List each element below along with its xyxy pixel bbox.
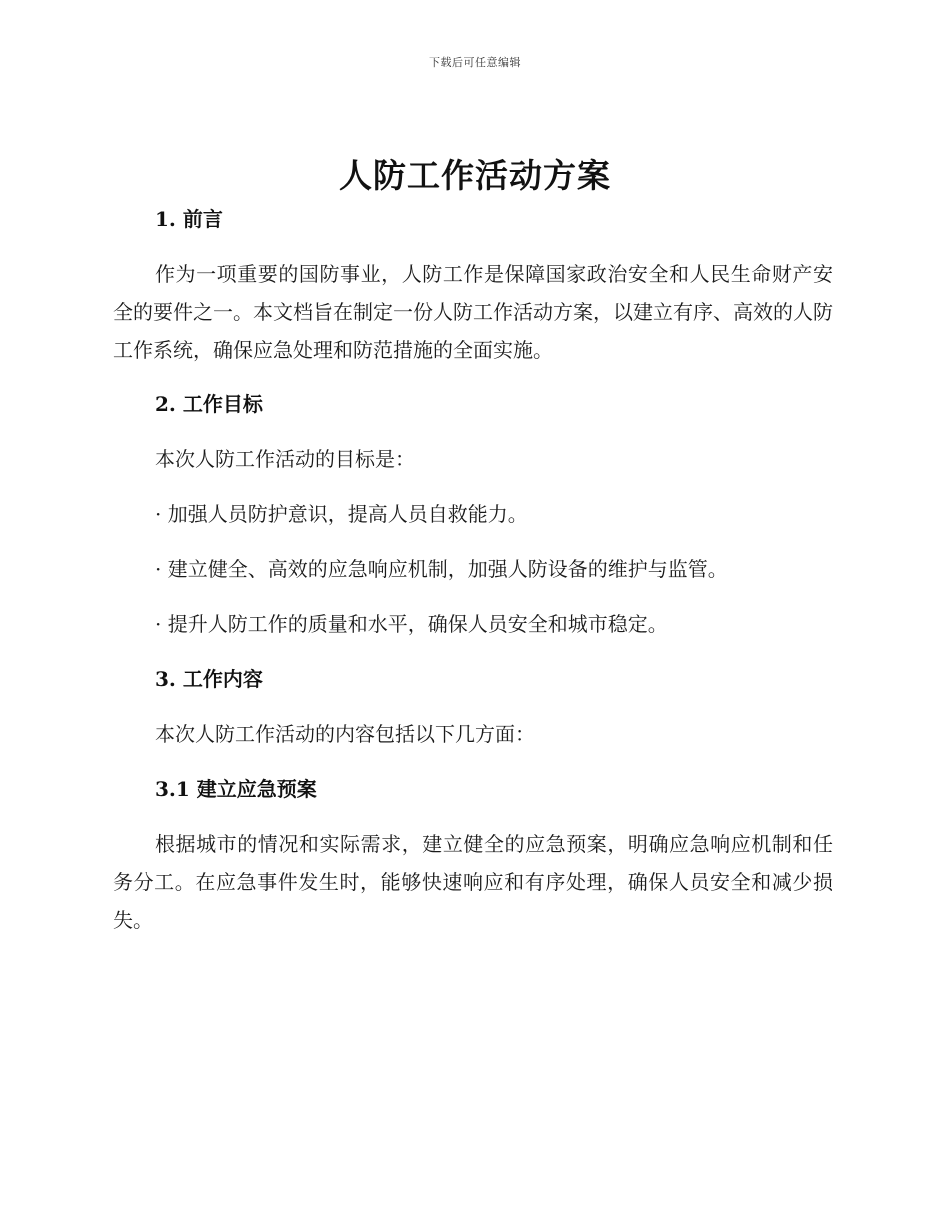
section-2-intro: 本次人防工作活动的目标是： [155, 447, 415, 471]
subsection-heading-3-1: 3.1 建立应急预案 [155, 777, 317, 801]
goal-bullet-2: · 建立健全、高效的应急响应机制，加强人防设备的维护与监管。 [155, 557, 728, 581]
header-note: 下载后可任意编辑 [429, 56, 521, 69]
section-heading-2: 2. 工作目标 [155, 392, 263, 416]
section-1-paragraph: 作为一项重要的国防事业，人防工作是保障国家政治安全和人民生命财产安全的要件之一。本文档旨在制定一份人防工作活动方案，以建立有序、高效的人防工作系统，确保应急处理和防范措施的全面实施。 [113, 262, 833, 362]
section-heading-1: 1. 前言 [155, 207, 223, 231]
subsection-3-1-paragraph: 根据城市的情况和实际需求，建立健全的应急预案，明确应急响应机制和任务分工。在应急事件发生时，能够快速响应和有序处理，确保人员安全和减少损失。 [113, 832, 833, 932]
document-title: 人防工作活动方案 [339, 156, 611, 195]
section-heading-3: 3. 工作内容 [155, 667, 263, 691]
goal-bullet-1: · 加强人员防护意识，提高人员自救能力。 [155, 502, 528, 526]
section-3-intro: 本次人防工作活动的内容包括以下几方面： [155, 722, 535, 746]
document-body [113, 200, 833, 939]
goal-bullet-3: · 提升人防工作的质量和水平，确保人员安全和城市稳定。 [155, 612, 668, 636]
